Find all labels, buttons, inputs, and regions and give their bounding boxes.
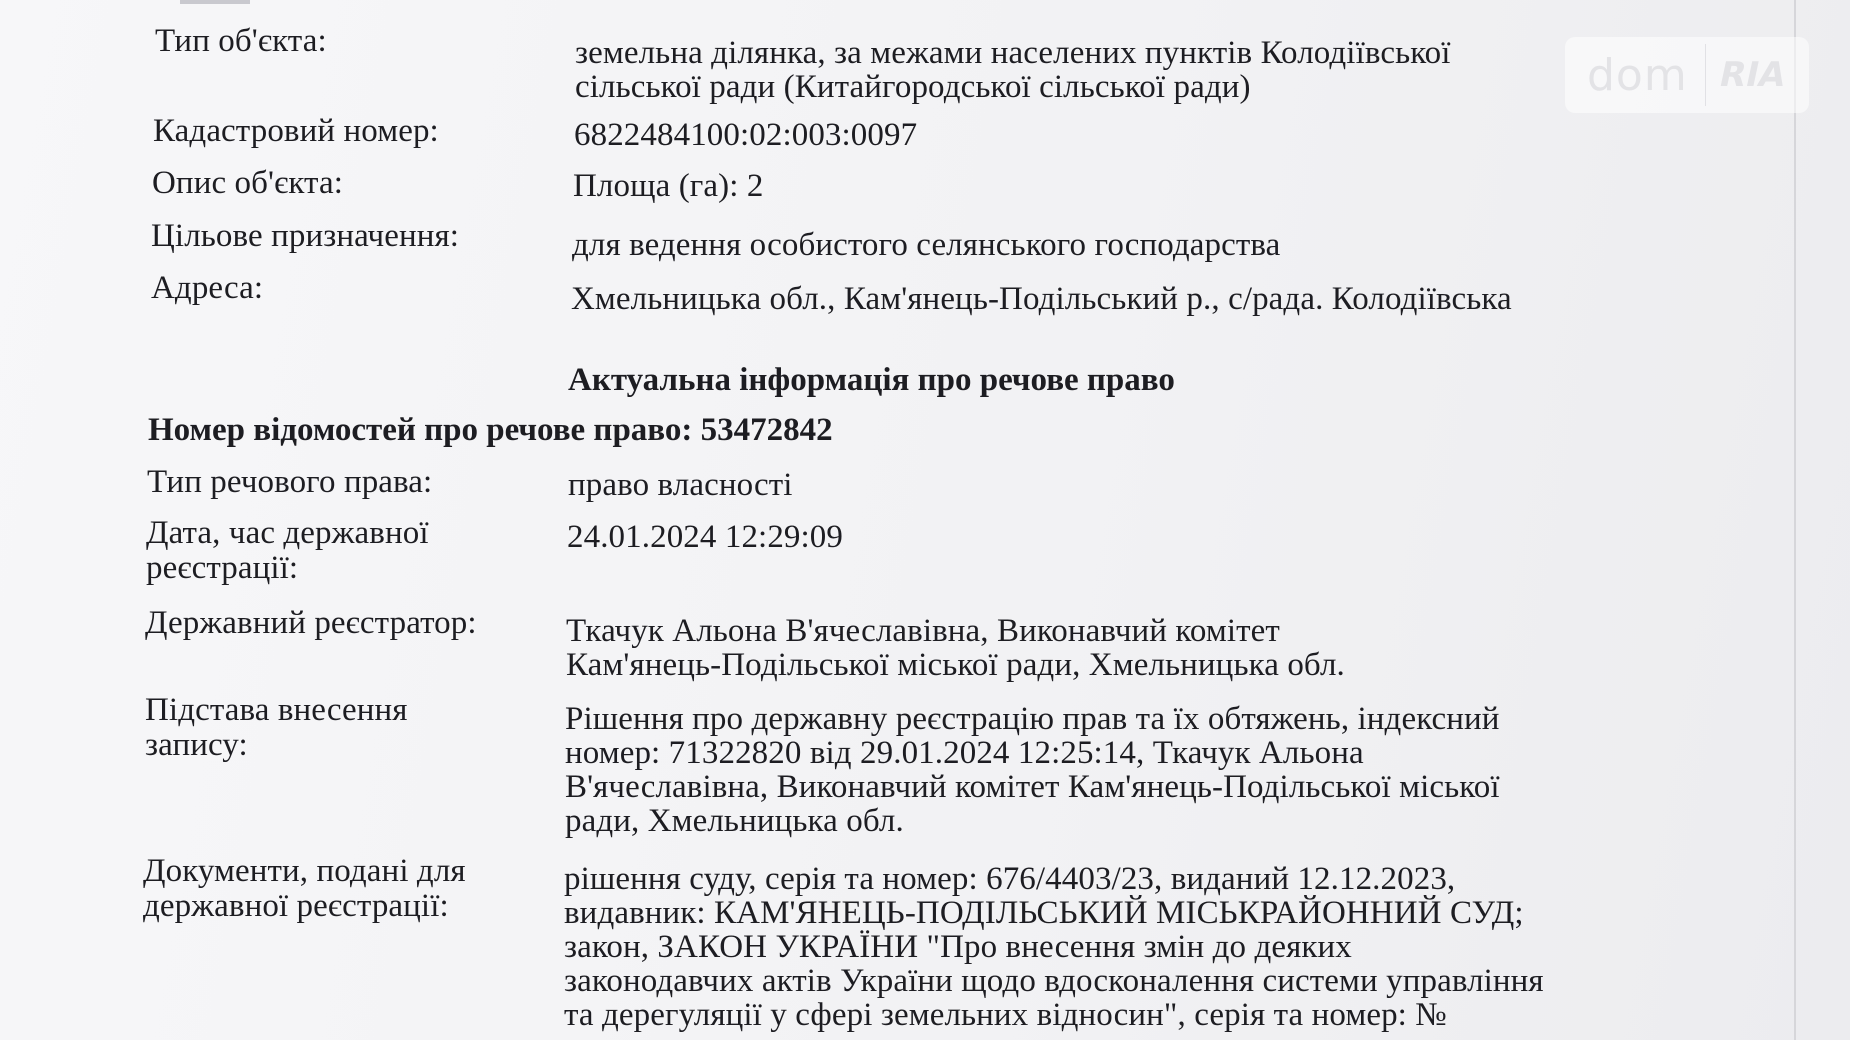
section-heading: Актуальна інформація про речове право bbox=[568, 362, 1175, 398]
documents-value-line3: закон, ЗАКОН УКРАЇНИ "Про внесення змін до деяких bbox=[564, 929, 1352, 965]
registration-date-value: 24.01.2024 12:29:09 bbox=[567, 519, 843, 555]
watermark-dom-text: dom bbox=[1587, 49, 1688, 101]
registrar-label: Державний реєстратор: bbox=[145, 605, 477, 641]
registrar-value-line1: Ткачук Альона В'ячеславівна, Виконавчий комітет bbox=[566, 613, 1280, 649]
documents-label-line1: Документи, подані для bbox=[143, 853, 466, 889]
documents-value-line4: законодавчих актів України щодо вдосконалення системи управління bbox=[564, 963, 1544, 999]
registrar-value-line2: Кам'янець-Подільської міської ради, Хмельницька обл. bbox=[566, 647, 1345, 683]
basis-value-line4: ради, Хмельницька обл. bbox=[565, 803, 904, 839]
documents-value-line5: та дерегуляції у сфері земельних відносин", серія та номер: № bbox=[564, 997, 1447, 1033]
right-type-label: Тип речового права: bbox=[147, 464, 433, 500]
purpose-value: для ведення особистого селянського господарства bbox=[572, 227, 1281, 263]
address-value: Хмельницька обл., Кам'янець-Подільський р., с/рада. Колодіївська bbox=[571, 281, 1512, 317]
cadastral-number-label: Кадастровий номер: bbox=[153, 113, 439, 149]
documents-value-line1: рішення суду, серія та номер: 676/4403/23, виданий 12.12.2023, bbox=[564, 861, 1456, 897]
basis-label-line2: запису: bbox=[145, 727, 248, 763]
object-type-label: Тип об'єкта: bbox=[155, 23, 327, 59]
right-type-value: право власності bbox=[568, 467, 793, 503]
basis-value-line3: В'ячеславівна, Виконавчий комітет Кам'янець-Подільської міської bbox=[565, 769, 1500, 805]
basis-label-line1: Підстава внесення bbox=[145, 692, 408, 728]
address-label: Адреса: bbox=[151, 270, 264, 306]
documents-value-line2: видавник: КАМ'ЯНЕЦЬ-ПОДІЛЬСЬКИЙ МІСЬКРАЙОННИЙ СУД; bbox=[564, 895, 1524, 931]
purpose-label: Цільове призначення: bbox=[151, 218, 460, 254]
watermark-ria-text: RIA bbox=[1715, 55, 1790, 95]
page-edge bbox=[1794, 0, 1796, 1040]
cropped-text-fragment bbox=[180, 0, 250, 4]
right-number-line: Номер відомостей про речове право: 53472842 bbox=[148, 412, 833, 448]
documents-label-line2: державної реєстрації: bbox=[143, 888, 449, 924]
basis-value-line2: номер: 71322820 від 29.01.2024 12:25:14, Ткачук Альона bbox=[565, 735, 1364, 771]
object-type-value-line1: земельна ділянка, за межами населених пунктів Колодіївської bbox=[575, 35, 1451, 71]
basis-value-line1: Рішення про державну реєстрацію прав та їх обтяжень, індексний bbox=[565, 701, 1500, 737]
object-description-label: Опис об'єкта: bbox=[152, 165, 343, 201]
object-type-value-line2: сільської ради (Китайгородської сільської ради) bbox=[575, 69, 1251, 105]
object-description-value: Площа (га): 2 bbox=[573, 168, 764, 204]
registration-date-label-line2: реєстрації: bbox=[146, 550, 299, 586]
cadastral-number-value: 6822484100:02:003:0097 bbox=[574, 117, 918, 153]
registration-date-label-line1: Дата, час державної bbox=[146, 515, 429, 551]
